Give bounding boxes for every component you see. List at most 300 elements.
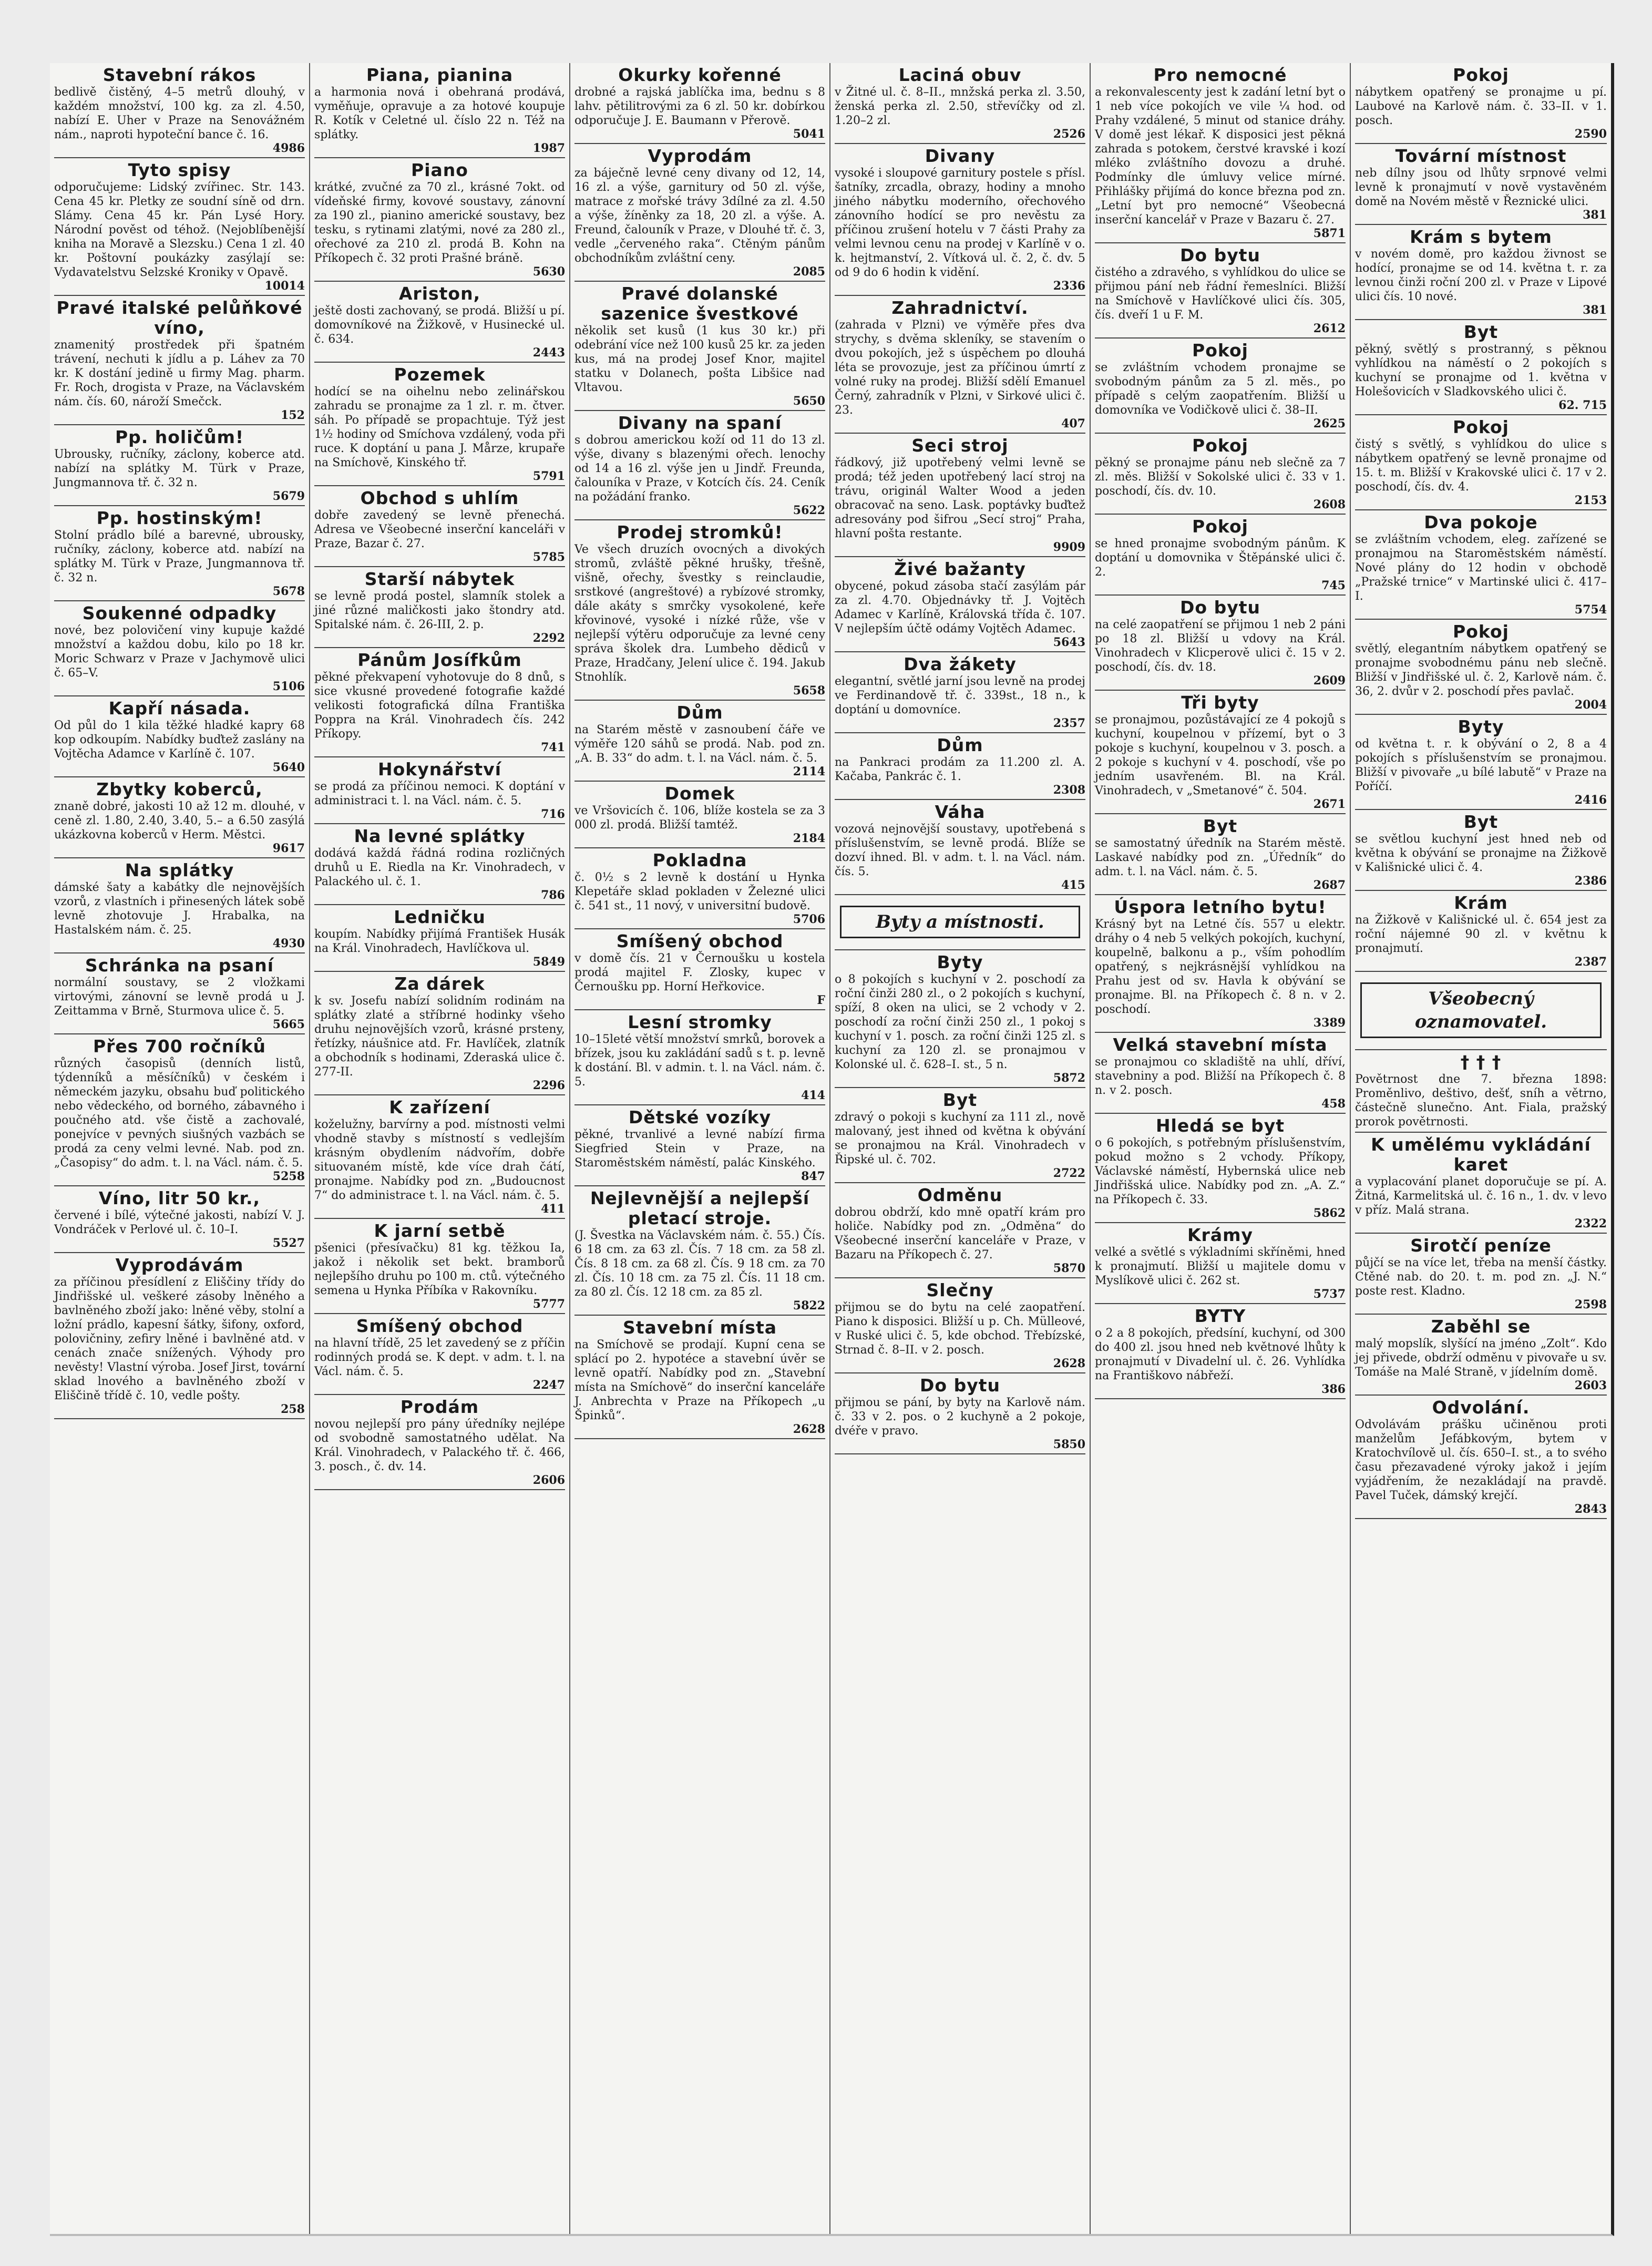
classified-ad xyxy=(54,63,305,158)
ad-number: 741 xyxy=(541,741,565,754)
ad-body: světlý, elegantním nábytkem opatřený se pronajme svobodnému pánu neb slečně. Bližší v Jindřišské ul. č. 2, Karlově nám. č. 36, 2. dvůr v 2. poschodí přes pavlač. xyxy=(1355,642,1607,698)
ad-heading: Byt xyxy=(1463,812,1499,832)
column-3 xyxy=(570,63,830,2234)
ad-body: a harmonia nová i obehraná prodává, vyměňuje, opravuje a za hotové koupuje R. Kotík v Celetné ul. číslo 22 n. Též na splátky. xyxy=(314,86,565,141)
classified-ad xyxy=(574,929,825,1010)
ad-body: řádkový, již upotřebený velmi levně se prodá; též jeden upotřebený lací stroj na trávu, originál Walter Wood a jeden obracovač na seno. Lask. poptávky buďtež adresovány pod šifrou „Secí stroj“ Praha, hlavní pošta restante. xyxy=(835,456,1085,540)
ad-heading: Pánům Josífkům xyxy=(357,650,522,670)
ad-number: 5679 xyxy=(272,489,305,503)
ad-heading: Pravé dolanské sazenice švestkové xyxy=(601,283,799,324)
classified-ad xyxy=(1355,144,1607,225)
ad-body: Povětrnost dne 7. března 1898: Proměnlivo, deštivo, dešť, sníh a větrno, částečně slunečno. Ant. Fiala, pražský prorok povětrnosti. xyxy=(1355,1073,1607,1129)
ad-heading: Dům xyxy=(676,702,723,723)
ad-heading: Do bytu xyxy=(1180,245,1260,265)
classified-ad xyxy=(314,63,565,158)
ad-number: 2004 xyxy=(1574,698,1607,712)
ad-number: 4930 xyxy=(272,937,305,950)
ad-body: hodící se na oihelnu nebo zelinářskou zahradu se pronajme za 1 zl. r. m. čtver. sáh. Po případě se propachtuje. Týž jest 1½ hodiny od Smíchova vzdálený, voda při ruce. K doptání u pana J. Mårze, krupaře na Smíchově, Kinského tř. xyxy=(314,385,565,469)
ad-heading: Tovární místnost xyxy=(1395,146,1567,166)
classified-ad xyxy=(574,1010,825,1105)
classified-ad xyxy=(835,296,1085,434)
classified-ad xyxy=(835,950,1085,1088)
ad-body: č. 0½ s 2 levně k dostání u Hynka Klepetáře sklad pokladen v Železné ulici č. 541 st., 11 nový, v universitní budově. xyxy=(574,871,825,912)
classified-ad xyxy=(314,567,565,648)
ad-body: na hlavní třídě, 25 let zavedený se z příčin rodinných prodá se. K dept. v adm. t. l. na Václ. nám. č. 5. xyxy=(314,1337,565,1378)
ad-body: se zvláštním vchodem pronajme se svobodným pánům za 5 zl. měs., po případě s celým zaopatřením. Bližší u domovníka ve Vodičkově ulici č. 38–II. xyxy=(1095,361,1346,417)
ad-body: se zvláštním vchodem, eleg. zařízené se pronajmou na Staroměstském náměstí. Nové plány do 12 hodin v obchodě „Pražské trnice“ v Martinské ulici č. 417–I. xyxy=(1355,533,1607,603)
ad-heading: Krám s bytem xyxy=(1410,227,1552,247)
ad-body: několik set kusů (1 kus 30 kr.) při odebrání více než 100 kusů 25 kr. za jeden kus, má na prodej Josef Knor, majitel statku v Dolanech, pošta Libšice nad Vltavou. xyxy=(574,324,825,394)
ad-number: 5862 xyxy=(1313,1206,1346,1220)
ad-body: na Žižkově v Kališnické ul. č. 654 jest za roční nájemné 90 zl. v květnu k pronajmutí. xyxy=(1355,914,1607,955)
classified-ad xyxy=(835,434,1085,557)
ad-body: dobře zavedený se levně přenechá. Adresa ve Všeobecné inserční kanceláři v Praze, Bazar č. 27. xyxy=(314,509,565,550)
classified-ad xyxy=(1095,895,1346,1033)
classified-ad xyxy=(574,701,825,782)
ad-body: se levně prodá postel, slamník stolek a jiné různé maličkosti jako štondry atd. Spitalské nám. č. 26-III, 2. p. xyxy=(314,590,565,631)
ad-heading: Pro nemocné xyxy=(1153,65,1287,85)
ad-number: 258 xyxy=(281,1402,305,1416)
ad-number: 5665 xyxy=(272,1018,305,1031)
column-6 xyxy=(1351,63,1611,2234)
ad-heading: Obchod s uhlím xyxy=(360,488,519,508)
ad-body: se prodá za příčinou nemoci. K doptání v administraci t. l. na Václ. nám. č. 5. xyxy=(314,780,565,807)
ad-number: 2590 xyxy=(1574,127,1607,141)
ad-body: v Žitné ul. č. 8–II., mnžská perka zl. 3.50, ženská perka zl. 2.50, střevíčky od zl. 1.20–2 zl. xyxy=(835,86,1085,127)
newspaper-page xyxy=(50,63,1614,2236)
ad-number: 2416 xyxy=(1574,793,1607,807)
ad-body: se pronajmou co skladiště na uhlí, dříví, stavebniny a pod. Bližší na Příkopech č. 8 n. v 2. posch. xyxy=(1095,1055,1346,1097)
classified-ad xyxy=(54,296,305,425)
ad-heading: Za dárek xyxy=(394,973,485,994)
ad-body: 10–15leté větší množství smrků, borovek a břízek, jsou ku zakládání sadů s t. p. levně k dostání. Bl. v admin. t. l. na Václ. nám. č. 5. xyxy=(574,1033,825,1089)
ad-heading: Živé bažanty xyxy=(894,559,1026,579)
ad-number: 2606 xyxy=(532,1473,565,1487)
classified-ad xyxy=(835,1373,1085,1454)
ad-number: 2443 xyxy=(532,346,565,360)
ad-heading: Pozemek xyxy=(394,364,486,385)
ad-number: 2357 xyxy=(1053,716,1085,730)
ad-number: 5106 xyxy=(272,680,305,693)
classified-ad xyxy=(314,158,565,282)
classified-ad xyxy=(314,363,565,486)
classified-ad xyxy=(314,1095,565,1219)
ad-number: 4986 xyxy=(272,141,305,155)
ad-body: se samostatný úředník na Starém městě. Laskavé nabídky pod zn. „Úředník“ do adm. t. l. na Václ. nám. č. 5. xyxy=(1095,837,1346,878)
ad-heading: Smíšený obchod xyxy=(616,931,784,951)
ad-body: za příčinou přesídlení z Eliščiny třídy do Jindřišské ul. veškeré zásoby lněného a bavlněného zboží jako: lněné věby, stolní a ložní prádlo, kapesní šátky, šifony, oxford, polovičniny, zefiry lněné i bavlněné atd. v cenách znače snížených. Výhody pro nevěsty! Vlastní výroba. Josef Jirst, tovární sklad lnového a bavlněného zboží v Eliščině třídě č. 10, vedle pošty. xyxy=(54,1276,305,1402)
classified-ad xyxy=(1095,1114,1346,1223)
classified-ad xyxy=(314,1395,565,1490)
ad-body: nábytkem opatřený se pronajme u pí. Laubové na Karlově nám. č. 33–II. v 1. posch. xyxy=(1355,86,1607,127)
ad-body: Odvolávám prášku učiněnou proti manželům Jefábkovým, bytem v Kratochvílově ul. čís. 650–I. st., a to svého času přezavadené výroky jakož i jejím vyjádřením, že nezakládají na pravdě. Pavel Tuček, dámský krejčí. xyxy=(1355,1418,1607,1502)
classified-ad xyxy=(314,905,565,972)
ad-number: F xyxy=(817,993,825,1007)
classified-ad xyxy=(314,1219,565,1314)
classified-ad xyxy=(314,972,565,1095)
ad-heading: Slečny xyxy=(926,1280,994,1300)
ad-heading: Schránka na psaní xyxy=(85,955,274,976)
ad-number: 415 xyxy=(1061,878,1085,892)
ad-heading: Stavební místa xyxy=(622,1317,777,1338)
ad-body: na Pankraci prodám za 11.200 zl. A. Kačaba, Pankrác č. 1. xyxy=(835,756,1085,783)
column-5 xyxy=(1091,63,1351,2234)
ad-heading: Na levné splátky xyxy=(354,826,526,846)
column-4 xyxy=(830,63,1091,2234)
ad-heading: Pp. hostinským! xyxy=(96,508,263,528)
ad-heading: Pokoj xyxy=(1192,340,1248,361)
ad-body: dobrou obdrží, kdo mně opatří krám pro holiče. Nabídky pod zn. „Odměna“ do Všeobecné inserční kanceláře v Praze, v Bazaru na Příkopech č. 27. xyxy=(835,1206,1085,1262)
classified-ad xyxy=(54,1186,305,1253)
ad-body: nové, bez polovičení viny kupuje každé množství a každou dobu, kilo po 18 kr. Moric Schwarz v Praze v Jachymově ulici č. 65–V. xyxy=(54,624,305,680)
classified-ad xyxy=(574,144,825,282)
ad-number: 10014 xyxy=(264,279,305,293)
ad-heading: Byty xyxy=(937,952,983,972)
ad-body: čistý s světlý, s vyhlídkou do ulice s nábytkem opatřený se levně pronajme od 15. t. m. Bližší v Krakovské ulici č. 17 v 2. poschodí, čís. dv. 4. xyxy=(1355,438,1607,494)
ad-heading: Přes 700 ročníků xyxy=(93,1036,266,1057)
ad-heading: Hokynářství xyxy=(377,759,502,780)
ad-heading: Divany xyxy=(925,146,996,166)
ad-heading: Divany na spaní xyxy=(618,413,782,433)
ad-number: 5872 xyxy=(1053,1071,1085,1085)
ad-body: se světlou kuchyní jest hned neb od května k obývání se pronajme na Žižkově v Kališnické ulici č. 4. xyxy=(1355,833,1607,874)
ad-heading: BYTY xyxy=(1194,1306,1246,1326)
ad-heading: Sirotčí peníze xyxy=(1410,1235,1552,1256)
ad-heading: Vyprodám xyxy=(648,146,752,166)
ad-body: o 8 pokojích s kuchyní v 2. poschodí za roční činži 280 zl., o 2 pokojích s kuchyní, spíží, 8 oken na ulici, se 2 vchody v 2. poschodí za roční činži 250 zl., 1 pokoj s kuchyní v 1. posch. za roční činži 125 zl. s kuchyní za 120 zl. se pronajmou v Kolonské ul. č. 628–I. st., 5 n. xyxy=(835,973,1085,1071)
classified-ad xyxy=(835,1088,1085,1183)
ad-body: a vyplacování planet doporučuje se pí. A. Žitná, Karmelitská ul. č. 16 n., 1. dv. v levo v příz. Malá strana. xyxy=(1355,1175,1607,1217)
ad-heading: Do bytu xyxy=(920,1375,1000,1396)
classified-ad xyxy=(54,506,305,601)
ad-number: 2608 xyxy=(1313,498,1346,511)
classified-ad xyxy=(835,144,1085,296)
ad-number: 5871 xyxy=(1313,227,1346,240)
section-banner: Všeobecný oznamovatel. xyxy=(1360,982,1602,1038)
classified-ad xyxy=(54,777,305,858)
classified-ad xyxy=(54,858,305,953)
ad-heading: Okurky kořenné xyxy=(618,65,782,85)
ad-number: 5041 xyxy=(793,127,825,141)
classified-ad xyxy=(314,282,565,363)
ad-body: pěkné, trvanlivé a levné nabízí firma Siegfried Stein v Praze, na Staroměstském náměstí, palác Kinského. xyxy=(574,1128,825,1170)
ad-heading: Dva pokoje xyxy=(1424,512,1538,532)
ad-heading: Velká stavební místa xyxy=(1113,1034,1328,1055)
ad-heading: Pokoj xyxy=(1453,621,1509,642)
ad-heading: Krám xyxy=(1454,893,1508,913)
column-1 xyxy=(50,63,310,2234)
classified-ad xyxy=(1095,339,1346,434)
ad-number: 2308 xyxy=(1053,783,1085,797)
ad-body: červené i bílé, výtečné jakosti, nabízí V. J. Vondráček v Perlové ul. č. 10–I. xyxy=(54,1209,305,1236)
ad-number: 5785 xyxy=(532,550,565,564)
classified-ad xyxy=(1095,434,1346,515)
ad-heading: Seci stroj xyxy=(911,435,1009,456)
ad-heading: Byt xyxy=(1203,816,1238,836)
classified-ad xyxy=(574,782,825,848)
ad-body: malý mopslík, slyšící na jméno „Zolt“. Kdo jej přivede, obdrží odměnu v pivovaře u sv. Tomáše na Malé Straně, v jídelním domě. xyxy=(1355,1337,1607,1379)
ad-heading: Pokoj xyxy=(1453,417,1509,437)
ad-body: různých časopisů (denních listů, týdenníků a měsíčníků) v českém i německém jazyku, obsahu buď politického nebo vědeckého, od borného, zábavného i poučného atd. vše čistě a zachovalé, ponejvíce v pevných siušných vazbách se prodá za ceny velmi levné. Nab. pod zn. „Časopisy“ do adm. t. l. na Václ. nám. č. 5. xyxy=(54,1057,305,1170)
ad-number: 2628 xyxy=(1053,1357,1085,1370)
ad-heading: Odměnu xyxy=(917,1185,1003,1205)
ad-body: dámské šaty a kabátky dle nejnovějších vzorů, z vlastních i přinesených látek sobě levně zhotovuje J. Hrabalka, na Hastalském nám. č. 25. xyxy=(54,881,305,937)
classified-ad xyxy=(54,953,305,1034)
ad-heading: Zbytky koberců, xyxy=(96,779,263,799)
ad-number: 5791 xyxy=(532,469,565,483)
ad-body: koupím. Nabídky přijímá František Husák na Král. Vinohradech, Havlíčkova ul. xyxy=(314,928,565,955)
ad-number: 5777 xyxy=(532,1297,565,1311)
classified-ad xyxy=(835,1183,1085,1278)
ad-body: v domě čís. 21 v Černoušku u kostela prodá majitel F. Zlosky, kupec v Černoušku pp. Horní Heřkovice. xyxy=(574,952,825,993)
classified-ad xyxy=(314,648,565,757)
ad-number: 5822 xyxy=(793,1299,825,1313)
ad-number: 786 xyxy=(541,888,565,902)
classified-ad xyxy=(1355,415,1607,510)
ad-number: 716 xyxy=(541,807,565,821)
classified-ad xyxy=(1355,1315,1607,1396)
ad-number: 5754 xyxy=(1574,603,1607,617)
ad-body: čistého a zdravého, s vyhlídkou do ulice se přijmou pání neb řádní řemeslníci. Bližší na Smíchově v Havlíčkové ulici čís. 305, čís. dveří 1 u F. M. xyxy=(1095,266,1346,322)
ad-body: se pronajmou, pozůstávající ze 4 pokojů s kuchyní, koupelnou v přízemí, byt o 3 pokoje s kuchyní, koupelnou v 3. posch. a 2 pokoje s kuchyní v 4. poschodí, vše po jedním usavřeném. Bl. na Král. Vinohradech, v „Smetanové“ č. 504. xyxy=(1095,713,1346,797)
ad-heading: Byty xyxy=(1458,716,1504,737)
classified-ad xyxy=(1355,225,1607,320)
ad-number: 5850 xyxy=(1053,1438,1085,1451)
ad-heading: Nejlevnější a nejlepší pletací stroje. xyxy=(590,1188,810,1228)
column-2 xyxy=(310,63,570,2234)
ad-body: Ve všech druzích ovocných a divokých stromů, zvláště pěkné hrušky, třešně, višně, ořechy, švestky s reinclaudie, srstkové (angreštové) a rybízové stromky, dále akáty s smrčky vysokolené, keře křovinové, vysoké i nízké růže, vše v nejlepší výtěru odporučuje za levné ceny správa školek dra. Lumbeho dědiců v Praze, Hradčany, Jelení ulice č. 194. Jakub Stnohlík. xyxy=(574,543,825,684)
classified-ad xyxy=(314,1314,565,1395)
classified-ad xyxy=(1355,715,1607,810)
ad-body: koželužny, barvírny a pod. místnosti velmi vhodně stavby s místností s vedlejším krásným obydlením nádvořím, dobře situovaném místě, kde více drah čátí, pronajme. Nabídky pod zn. „Budoucnost 7“ do administrace t. l. na Václ. nám. č. 5. xyxy=(314,1118,565,1202)
ad-body: Stolní prádlo bílé a barevné, ubrousky, ručníky, záclony, koberce atd. nabízí na splátky M. Türk v Praze, Jungmannova tř. č. 32 n. xyxy=(54,529,305,585)
classified-ad xyxy=(574,411,825,520)
ad-heading: † † † xyxy=(1460,1052,1502,1072)
ad-heading: Úspora letního bytu! xyxy=(1114,897,1327,917)
classified-ad xyxy=(835,557,1085,652)
classified-ad xyxy=(835,895,1085,950)
ad-heading: Zahradnictví. xyxy=(891,298,1029,318)
ad-number: 3389 xyxy=(1313,1016,1346,1030)
ad-number: 2609 xyxy=(1313,674,1346,688)
ad-body: krátké, zvučné za 70 zl., krásné 7okt. od vídeňské firmy, kovové soustavy, zánovní za 190 zl., pianino americké soustavy, bez tesku, s rytinami zlatými, nové za 280 zl., ořechové za 210 zl. prodá B. Kohn na Příkopech č. 32 proti Prašné bráně. xyxy=(314,181,565,265)
classified-ad xyxy=(1095,814,1346,895)
ad-number: 5658 xyxy=(793,684,825,698)
ad-number: 2114 xyxy=(793,765,825,778)
ad-number: 414 xyxy=(801,1089,825,1102)
ad-number: 2603 xyxy=(1574,1379,1607,1392)
classified-ad xyxy=(54,696,305,777)
ad-heading: Smíšený obchod xyxy=(356,1316,524,1336)
ad-body: velké a světlé s výkladními skříněmi, hned k pronajmutí. Bližší u majitele domu v Myslíkově ulici č. 262 st. xyxy=(1095,1246,1346,1287)
ad-body: o 2 a 8 pokojích, předsíní, kuchyní, od 300 do 400 zl. jsou hned neb květnové lhůty k pronajmutí v Divadelní ul. č. 26. Vyhlídka na Františkovo nábřeží. xyxy=(1095,1327,1346,1382)
ad-heading: Pokoj xyxy=(1453,65,1509,85)
ad-heading: Váha xyxy=(935,802,986,822)
ad-heading: Domek xyxy=(664,783,735,804)
ad-number: 5258 xyxy=(272,1170,305,1183)
ad-body: pěkný, světlý s prostranný, s pěknou vyhlídkou na náměstí o 2 pokojích s kuchyní se pronajme od 1. května v Holešovicích v Sladkovského ulici č. xyxy=(1355,343,1607,398)
ad-number: 381 xyxy=(1583,303,1607,317)
ad-heading: Lesní stromky xyxy=(628,1012,772,1032)
ad-number: 62. 715 xyxy=(1558,398,1607,412)
ad-number: 5527 xyxy=(272,1236,305,1250)
classified-ad xyxy=(314,757,565,824)
classified-ad xyxy=(1095,515,1346,596)
ad-body: Od půl do 1 kila těžké hladké kapry 68 kop odkoupím. Nabídky buďtež zaslány na Vojtěcha Adamce v Karlíně č. 107. xyxy=(54,719,305,761)
classified-ad xyxy=(1355,1133,1607,1234)
ad-number: 2085 xyxy=(793,265,825,279)
ad-heading: Dům xyxy=(937,735,983,755)
ad-number: 2322 xyxy=(1574,1217,1607,1231)
ad-body: Krásný byt na Letné čís. 557 u elektr. dráhy o 4 neb 5 velkých pokojích, kuchyní, koupelně, balkonu a p., vším pohodlím opatřený, s nejkrásnější vyhlídkou na Prahu jest od sv. Havla k obývání se pronajme. Bl. na Příkopech č. 8 n. v 2. poschodí. xyxy=(1095,918,1346,1016)
ad-number: 2153 xyxy=(1574,494,1607,507)
ad-number: 2687 xyxy=(1313,878,1346,892)
classified-ad xyxy=(1355,510,1607,620)
ad-body: o 6 pokojích, s potřebným příslušenstvím, pokud možno s 2 vchody. Příkopy, Václavské náměstí, Hybernská ulice neb Jindřišská ulice. Nabídky pod zn. „A. Z.“ na Příkopech č. 33. xyxy=(1095,1136,1346,1206)
ad-body: ještě dosti zachovaný, se prodá. Bližší u pí. domovníkové na Žižkově, v Husinecké ul. č. 634. xyxy=(314,304,565,346)
ad-number: 5650 xyxy=(793,394,825,408)
ad-body: drobné a rajská jablíčka ima, bednu s 8 lahv. pětilitrovými za 6 zl. 50 kr. dobírkou odporučuje J. E. Baumann v Přerově. xyxy=(574,86,825,127)
classified-ad xyxy=(835,800,1085,895)
classified-ad xyxy=(574,1316,825,1439)
classified-ad xyxy=(1355,1234,1607,1315)
classified-ad xyxy=(54,601,305,696)
ad-body: a rekonvalescenty jest k zadání letní byt o 1 neb více pokojích ve vile ¼ hod. od Prahy vzdálené, 5 minut od stanice dráhy. V domě jest lékař. K disposici jest pěkná zahrada s potokem, čerstvé kravské i kozí mléko zvláštního dovozu a druhé. Podmínky dle úmluvy velice mírné. Přihlášky přijímá do konce března pod zn. „Letní byt pro nemocné“ Všeobecná inserční kancelář v Praze v Bazaru č. 27. xyxy=(1095,86,1346,227)
ad-number: 1987 xyxy=(532,141,565,155)
ad-number: 152 xyxy=(281,408,305,422)
ad-body: vozová nejnovější soustavy, upotřebená s příslušenstvím, se levně prodá. Blíže se dozví ihned. Bl. v adm. t. l. na Václ. nám. čís. 5. xyxy=(835,823,1085,878)
ad-body: s dobrou americkou koží od 11 do 13 zl. výše, divany s blazenými ořech. lenochy od 14 a 16 zl. výše jen u Jindř. Freunda, čalouníka v Praze, v Kotcích čís. 24. Ceník na požádání franko. xyxy=(574,434,825,504)
ad-body: bedlivě čistěný, 4–5 metrů dlouhý, v každém množství, 100 kg. za zl. 4.50, nabízí E. Uher v Praze na Senovážném nám., naproti hypoteční bance č. 16. xyxy=(54,86,305,141)
classified-ad xyxy=(1355,810,1607,891)
ad-heading: Pokladna xyxy=(652,850,747,870)
ad-heading: Dva žákety xyxy=(904,654,1017,674)
ad-body: přijmou se do bytu na celé zaopatření. Piano k disposici. Bližší u p. Ch. Mülleové, v Ruské ulici č. 5, kde obchod. Třebízské, Strnad č. 8–II. v 2. posch. xyxy=(835,1301,1085,1357)
ad-number: 9909 xyxy=(1053,540,1085,554)
ad-heading: Víno, litr 50 kr., xyxy=(98,1188,261,1208)
classified-ad xyxy=(54,425,305,506)
ad-number: 381 xyxy=(1583,208,1607,222)
ad-heading: Pp. holičům! xyxy=(115,427,244,447)
ad-body: elegantní, světlé jarní jsou levně na prodej ve Ferdinandově tř. č. 339st., 18 n., k doptání u domovníce. xyxy=(835,675,1085,716)
classified-ad xyxy=(1095,691,1346,814)
ad-body: se hned pronajme svobodným pánům. K doptání u domovnika v Štěpánské ulici č. 2. xyxy=(1095,537,1346,579)
ad-body: na Starém městě v zasnoubení čáře ve výměře 120 sáhů se prodá. Nab. pod zn. „A. B. 33“ do adm. t. l. na Václ. nám. č. 5. xyxy=(574,723,825,765)
classified-ad xyxy=(1355,1396,1607,1519)
ad-body: (J. Švestka na Václavském nám. č. 55.) Čís. 6 18 cm. za 63 zl. Čís. 7 18 cm. za 58 zl. Čís. 8 18 cm. za 68 zl. Čís. 9 18 cm. za 70 zl. Čís. 10 18 cm. za 75 zl. Čís. 11 18 cm. za 80 zl. Čís. 12 18 cm. za 85 zl. xyxy=(574,1229,825,1299)
ad-heading: Tři byty xyxy=(1181,692,1259,713)
classified-ad xyxy=(835,733,1085,800)
ad-number: 2526 xyxy=(1053,127,1085,141)
classified-ad xyxy=(574,1186,825,1316)
ad-body: na celé zaopatření se přijmou 1 neb 2 páni po 18 zl. Bližší u vdovy na Král. Vinohradech v Klicperově ulici č. 15 v 2. poschodí, čís. dv. 18. xyxy=(1095,618,1346,674)
ad-number: 5643 xyxy=(1053,635,1085,649)
ad-number: 5849 xyxy=(532,955,565,969)
ad-heading: K zařízení xyxy=(389,1097,490,1117)
ad-heading: Hledá se byt xyxy=(1155,1115,1285,1136)
ad-number: 5622 xyxy=(793,504,825,517)
ad-number: 407 xyxy=(1061,417,1085,430)
ad-body: novou nejlepší pro pány úředníky nejlépe od svobodně samostatného udělat. Na Král. Vinohradech, v Palackého tř. č. 466, 3. posch., č. dv. 14. xyxy=(314,1418,565,1473)
ad-heading: Na splátky xyxy=(125,860,234,880)
classified-ad xyxy=(1355,63,1607,144)
ad-heading: Dětské vozíky xyxy=(628,1107,772,1127)
ad-heading: Odvolání. xyxy=(1432,1397,1530,1418)
ad-number: 2296 xyxy=(532,1079,565,1092)
classified-ad xyxy=(1095,596,1346,691)
ad-heading: Piana, pianina xyxy=(366,65,514,85)
ad-body: za báječně levné ceny divany od 12, 14, 16 zl. a výše, garnitury od 50 zl. výše, matrace z mořské trávy 3dílné za zl. 4.50 a výše, žíněnky za 18, 20 zl. a výše. A. Freund, čalouník v Praze, v Dlouhé tř. č. 3, vedle „červeného raka“. Ctěným pánům obchodníkům zvláštní ceny. xyxy=(574,167,825,265)
ad-body: zdravý o pokoji s kuchyní za 111 zl., nově malovaný, jest ihned od května k obývání se pronajmou na Král. Vinohradech v Řipské ul. č. 702. xyxy=(835,1111,1085,1166)
ad-number: 745 xyxy=(1321,579,1346,592)
classified-ad xyxy=(1355,972,1607,1050)
ad-number: 2671 xyxy=(1313,797,1346,811)
classified-ad xyxy=(835,652,1085,733)
classified-ad xyxy=(1355,1050,1607,1133)
classified-ad xyxy=(1355,320,1607,415)
ad-body: normální soustavy, se 2 vložkami virtovými, zánovní se levně prodá u J. Zeittamma v Brně, Sturmova ulice č. 5. xyxy=(54,976,305,1018)
ad-heading: Ariston, xyxy=(398,283,481,304)
ad-number: 5640 xyxy=(272,761,305,774)
ad-number: 5706 xyxy=(793,912,825,926)
ad-body: odporučujeme: Lidský zvířinec. Str. 143. Cena 45 kr. Pletky ze soudní síně od drn. Slámy. Cena 45 kr. Pán Lysé Hory. Národní pověst od téhož. (Nejoblíbenější kniha na Moravě a Slezsku.) Cena 1 zl. 40 kr. Poštovní poukázky zasýlají se: Vydavatelstvu Selzské Kroniky v Opavě. xyxy=(54,181,305,279)
classified-ad xyxy=(1355,620,1607,715)
ad-body: v novém domě, pro každou živnost se hodící, pronajme se od 14. května t. r. za levnou činži roční 200 zl. v Praze v Lipové ulici čís. 10 nové. xyxy=(1355,248,1607,303)
ad-number: 5678 xyxy=(272,585,305,598)
ad-body: na Smíchově se prodají. Kupní cena se splácí po 2. hypotéce a stavební úvěr se levně opatří. Nabídky pod zn. „Stavební místa na Smíchově“ do inserční kanceláře J. Anbrechta v Praze na Příkopech „u Špinků“. xyxy=(574,1338,825,1422)
ad-heading: Pravé italské pelůňkové víno, xyxy=(56,298,303,338)
ad-heading: K umělému vykládání karet xyxy=(1371,1134,1591,1175)
ad-body: obycené, pokud zásoba stačí zasýlám pár za zl. 4.70. Objednávky tř. J. Vojtěch Adamec v Karlíně, Královská třída č. 107. V nejlepším účtě odámy Vojtěch Adamec. xyxy=(835,580,1085,635)
ad-heading: Krámy xyxy=(1187,1225,1253,1245)
classified-ad xyxy=(574,520,825,701)
ad-number: 5870 xyxy=(1053,1262,1085,1275)
ad-heading: Prodám xyxy=(400,1397,479,1417)
ad-heading: Stavební rákos xyxy=(102,65,256,85)
ad-heading: Pokoj xyxy=(1192,516,1248,537)
classified-ad xyxy=(574,63,825,144)
ad-heading: Soukenné odpadky xyxy=(82,603,277,623)
ad-heading: Piano xyxy=(411,160,468,180)
ad-body: půjčí se na více let, třeba na menší částky. Ctěné nab. do 20. t. m. pod zn. „J. N.“ poste rest. Kladno. xyxy=(1355,1256,1607,1298)
classified-ad xyxy=(54,1034,305,1186)
classified-ad xyxy=(574,848,825,929)
classified-ad xyxy=(54,158,305,296)
ad-number: 386 xyxy=(1321,1382,1346,1396)
classified-ad xyxy=(574,1105,825,1186)
ad-body: znamenitý prostředek při špatném trávení, nechuti k jídlu a p. Láhev za 70 kr. K dostání jedině u firmy Mag. pharm. Fr. Roch, drogista v Praze, na Václavském nám. čís. 60, nároží Smečck. xyxy=(54,339,305,408)
ad-heading: Kapří násada. xyxy=(108,698,251,719)
ad-body: dodává každá řádná rodina rozličných druhů u E. Riedla na Kr. Vinohradech, v Palackého ul. č. 1. xyxy=(314,847,565,888)
ad-heading: Pokoj xyxy=(1192,435,1248,456)
ad-number: 847 xyxy=(801,1170,825,1183)
ad-heading: Do bytu xyxy=(1180,597,1260,618)
ad-number: 2598 xyxy=(1574,1298,1607,1311)
ad-number: 2628 xyxy=(793,1422,825,1436)
ad-body: pšenici (přesívačku) 81 kg. těžkou Ia, jakož i několik set bekt. bramborů nejlepšího druhu po 100 m. ctů. výtečného semena u Hynka Příbíka v Rakovníku. xyxy=(314,1242,565,1297)
classified-ad xyxy=(1355,891,1607,972)
ad-number: 2247 xyxy=(532,1378,565,1392)
ad-heading: Tyto spisy xyxy=(128,160,231,180)
classified-ad xyxy=(1095,1223,1346,1304)
ad-number: 2387 xyxy=(1574,955,1607,969)
ad-number: 2386 xyxy=(1574,874,1607,888)
classified-columns xyxy=(50,63,1611,2234)
ad-heading: Starší nábytek xyxy=(364,569,515,589)
ad-number: 9617 xyxy=(272,842,305,855)
ad-number: 2336 xyxy=(1053,279,1085,293)
ad-number: 2184 xyxy=(793,832,825,845)
